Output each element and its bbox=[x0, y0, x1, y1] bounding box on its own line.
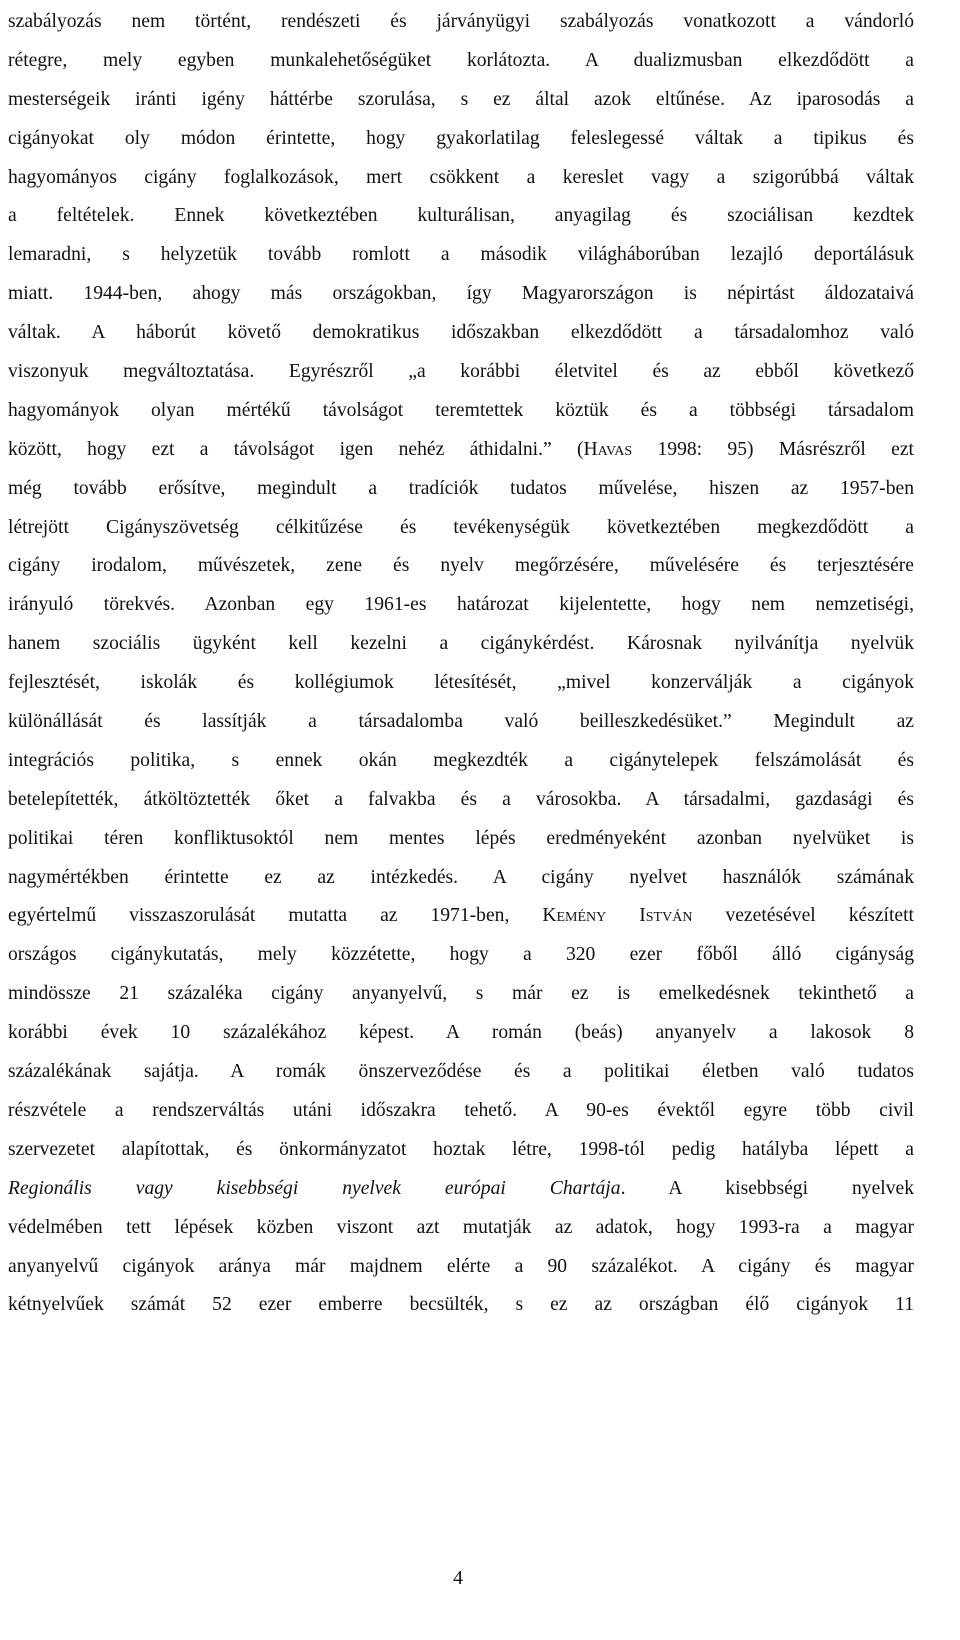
text-line: integrációs politika, s ennek okán megkezdték a cigánytelepek felszámolását és bbox=[8, 749, 914, 771]
text-fragment: . A kisebbségi nyelvek bbox=[620, 1177, 914, 1199]
text-line: védelmében tett lépések közben viszont azt mutatják az adatok, hogy 1993-ra a magyar bbox=[8, 1216, 914, 1238]
text-line bbox=[8, 1170, 914, 1209]
body-paragraph bbox=[8, 3, 914, 1325]
text-line: lemaradni, s helyzetük tovább romlott a második világháborúban lezajló deportálásuk bbox=[8, 244, 914, 266]
text-line: váltak. A háborút követő demokratikus időszakban elkezdődött a társadalomhoz való bbox=[8, 322, 914, 344]
text-line bbox=[8, 431, 914, 470]
text-line: miatt. 1944-ben, ahogy más országokban, így Magyarországon is népirtást áldozataivá bbox=[8, 283, 914, 305]
text-line: cigányokat oly módon érintette, hogy gyakorlatilag feleslegessé váltak a tipikus és bbox=[8, 127, 914, 149]
text-line: fejlesztését, iskolák és kollégiumok létesítését, „mivel konzerválják a cigányok bbox=[8, 672, 914, 694]
text-line: hagyományok olyan mértékű távolságot teremtettek köztük és a többségi társadalom bbox=[8, 399, 914, 421]
text-line: rétegre, mely egyben munkalehetőségüket korlátozta. A dualizmusban elkezdődött a bbox=[8, 49, 914, 71]
text-fragment: egyértelmű visszaszorulását mutatta az 1971-ben, bbox=[8, 905, 543, 927]
text-line: nagymértékben érintette ez az intézkedés. A cigány nyelvet használók számának bbox=[8, 866, 914, 888]
text-line: kétnyelvűek számát 52 ezer emberre becsülték, s ez az országban élő cigányok 11 bbox=[8, 1294, 914, 1316]
text-line: százalékának sajátja. A romák önszerveződése és a politikai életben való tudatos bbox=[8, 1061, 914, 1083]
text-line: irányuló törekvés. Azonban egy 1961-es határozat kijelentette, hogy nem nemzetiségi, bbox=[8, 594, 914, 616]
text-line: mindössze 21 százaléka cigány anyanyelvű, s már ez is emelkedésnek tekinthető a bbox=[8, 983, 914, 1005]
text-line: betelepítették, átköltöztették őket a falvakba és a városokba. A társadalmi, gazdasági és bbox=[8, 788, 914, 810]
text-line: cigány irodalom, művészetek, zene és nyelv megőrzésére, művelésére és terjesztésére bbox=[8, 555, 914, 577]
text-line: a feltételek. Ennek következtében kulturálisan, anyagilag és szociálisan kezdtek bbox=[8, 205, 914, 227]
document-title-italic: Regionális vagy kisebbségi nyelvek európai Chartája bbox=[8, 1177, 621, 1199]
page-number: 4 bbox=[453, 1567, 463, 1589]
text-fragment: 1998: 95) Másrészről ezt bbox=[632, 438, 914, 460]
text-line: szabályozás nem történt, rendészeti és járványügyi szabályozás vonatkozott a vándorló bbox=[8, 11, 914, 32]
text-line: különállását és lassítják a társadalomba való beilleszkedésüket.” Megindult az bbox=[8, 711, 914, 733]
text-line: politikai téren konfliktusoktól nem mentes lépés eredményeként azonban nyelvüket is bbox=[8, 827, 914, 849]
text-line bbox=[8, 897, 914, 936]
cited-author: Kemény István bbox=[542, 905, 693, 927]
text-line: hagyományos cigány foglalkozások, mert csökkent a kereslet vagy a szigorúbbá váltak bbox=[8, 166, 914, 188]
text-line: korábbi évek 10 százalékához képest. A román (beás) anyanyelv a lakosok 8 bbox=[8, 1022, 914, 1044]
text-line: anyanyelvű cigányok aránya már majdnem elérte a 90 százalékot. A cigány és magyar bbox=[8, 1255, 914, 1277]
text-fragment: vezetésével készített bbox=[692, 905, 914, 927]
text-line: szervezetet alapítottak, és önkormányzatot hoztak létre, 1998-tól pedig hatályba lépett a bbox=[8, 1138, 914, 1160]
text-line: még tovább erősítve, megindult a tradíciók tudatos művelése, hiszen az 1957-ben bbox=[8, 477, 914, 499]
text-line: viszonyuk megváltoztatása. Egyrészről „a korábbi életvitel és az ebből következő bbox=[8, 361, 914, 383]
text-line: létrejött Cigányszövetség célkitűzése és tevékenységük következtében megkezdődött a bbox=[8, 516, 914, 538]
text-line: részvétele a rendszerváltás utáni időszakra tehető. A 90-es évektől egyre több civil bbox=[8, 1099, 914, 1121]
cited-author: Havas bbox=[583, 438, 633, 460]
text-line: hanem szociális ügyként kell kezelni a cigánykérdést. Károsnak nyilvánítja nyelvük bbox=[8, 633, 914, 655]
text-line: mesterségeik iránti igény háttérbe szorulása, s ez által azok eltűnése. Az iparosodás a bbox=[8, 88, 914, 110]
text-line: országos cigánykutatás, mely közzétette, hogy a 320 ezer főből álló cigányság bbox=[8, 944, 914, 966]
text-fragment: között, hogy ezt a távolságot igen nehéz áthidalni.” ( bbox=[8, 438, 584, 460]
